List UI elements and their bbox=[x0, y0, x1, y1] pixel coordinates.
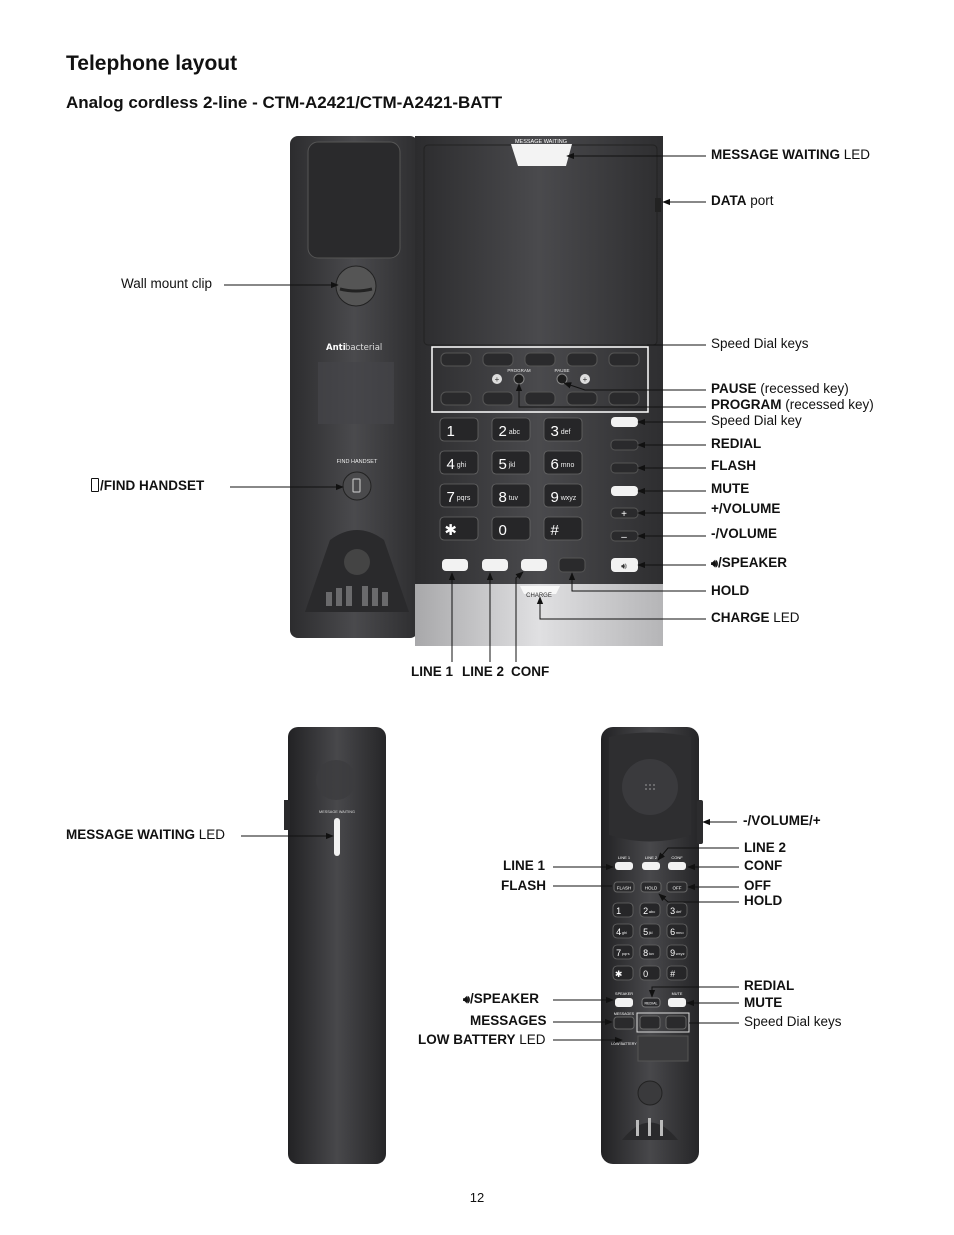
base-dial-letters: wxyz bbox=[560, 495, 577, 503]
hs-speed-dial-key[interactable] bbox=[666, 1016, 686, 1029]
speaker-grille bbox=[318, 362, 394, 424]
callout-speed-dial-key: Speed Dial key bbox=[711, 413, 802, 428]
handset-cradle-window bbox=[308, 142, 400, 258]
callout-hs-off: OFF bbox=[744, 878, 771, 893]
hs-mute-key[interactable] bbox=[668, 998, 686, 1007]
pause-key[interactable] bbox=[557, 374, 567, 384]
base-unit bbox=[290, 136, 663, 646]
callout-hs-speed-dial-keys: Speed Dial keys bbox=[744, 1014, 842, 1029]
page-subtitle: Analog cordless 2-line - CTM-A2421/CTM-A2421-BATT bbox=[66, 93, 503, 112]
antibacterial-text: bacterial bbox=[345, 343, 383, 353]
hs-dial-key[interactable] bbox=[613, 903, 633, 917]
callout-hs-speaker: 🔊︎/SPEAKER bbox=[463, 991, 539, 1006]
hs-conf-key[interactable] bbox=[668, 862, 686, 870]
find-handset-print: FIND HANDSET bbox=[336, 459, 378, 465]
hs-dial-key[interactable] bbox=[613, 924, 633, 938]
base-dial-letters: ghi bbox=[456, 462, 467, 470]
charge-print: CHARGE bbox=[526, 593, 552, 599]
base-dial-key[interactable] bbox=[544, 418, 582, 441]
hs-dial-key[interactable] bbox=[640, 966, 660, 980]
base-dial-digit: 1 bbox=[446, 422, 455, 440]
base-dial-digit: ✱ bbox=[444, 521, 457, 539]
base-dial-digit: 0 bbox=[498, 521, 507, 539]
callout-speaker: 🔊︎/SPEAKER bbox=[711, 555, 787, 570]
speaker-icon: 🔊︎ bbox=[711, 557, 718, 570]
hs-speaker-print: SPEAKER bbox=[615, 992, 633, 996]
base-dial-digit: 2 bbox=[498, 422, 507, 440]
find-handset-button[interactable] bbox=[343, 472, 371, 500]
hs-dial-key[interactable] bbox=[667, 903, 687, 917]
svg-text:+: + bbox=[582, 375, 588, 384]
callout-redial: REDIAL bbox=[711, 436, 762, 451]
microphone bbox=[638, 1081, 662, 1105]
earpiece bbox=[622, 759, 678, 815]
base-dial-letters: def bbox=[560, 429, 571, 437]
line2-key[interactable] bbox=[482, 559, 508, 571]
callout-wall-mount-clip: Wall mount clip bbox=[121, 276, 213, 291]
hs-line1-print: LINE 1 bbox=[617, 855, 631, 860]
hs-dial-digit: 3 bbox=[670, 905, 676, 916]
earpiece-grille bbox=[316, 760, 356, 800]
hs-dial-letters: tuv bbox=[648, 950, 655, 956]
callout-program: PROGRAM (recessed key) bbox=[711, 397, 874, 412]
handset-icon bbox=[91, 478, 99, 492]
callout-message-waiting: MESSAGE WAITING LED bbox=[711, 147, 871, 162]
pause-print: PAUSE bbox=[554, 368, 570, 373]
hs-dial-digit: 6 bbox=[670, 926, 676, 937]
base-dial-digit: 4 bbox=[446, 455, 455, 473]
hs-dial-letters: jkl bbox=[648, 929, 653, 935]
base-dial-letters: mno bbox=[560, 462, 575, 470]
base-dial-digit: 7 bbox=[446, 488, 455, 506]
callout-hs-hold: HOLD bbox=[744, 893, 783, 908]
page-number: 12 bbox=[469, 1190, 485, 1205]
hs-messages-key[interactable] bbox=[614, 1017, 634, 1029]
base-dial-letters: pqrs bbox=[456, 495, 471, 503]
mute-key[interactable] bbox=[611, 486, 638, 496]
base-dial-key[interactable] bbox=[492, 517, 530, 540]
hs-dial-digit: 1 bbox=[616, 905, 622, 916]
callout-pause: PAUSE (recessed key) bbox=[711, 381, 849, 396]
callout-hs-messages: MESSAGES bbox=[470, 1013, 547, 1028]
handset-front bbox=[601, 727, 703, 1164]
base-dial-digit: 5 bbox=[498, 455, 507, 473]
hs-dial-digit: 0 bbox=[643, 968, 649, 979]
redial-key[interactable] bbox=[611, 440, 638, 450]
callout-volume-up: +/VOLUME bbox=[711, 501, 781, 516]
callout-handset-message-waiting: MESSAGE WAITING LED bbox=[66, 827, 226, 842]
callout-conf: CONF bbox=[511, 664, 550, 679]
hs-display-area bbox=[638, 1036, 688, 1061]
hs-messages-print: MESSAGES bbox=[613, 1012, 635, 1016]
callout-hs-mute: MUTE bbox=[744, 995, 783, 1010]
wall-mount-clip bbox=[336, 266, 376, 306]
base-dial-digit: # bbox=[550, 521, 559, 539]
base-dial-letters: jkl bbox=[508, 462, 516, 470]
hs-dial-digit: # bbox=[670, 968, 676, 979]
callout-hold: HOLD bbox=[711, 583, 750, 598]
hs-dial-digit: 4 bbox=[616, 926, 622, 937]
conf-key[interactable] bbox=[521, 559, 547, 571]
hs-dial-letters: pqrs bbox=[621, 950, 630, 956]
hs-flash-print: FLASH bbox=[616, 885, 632, 891]
speaker-icon: 🔊︎ bbox=[463, 993, 470, 1006]
hs-dial-letters: wxyz bbox=[675, 950, 685, 956]
base-dial-digit: 8 bbox=[498, 488, 507, 506]
callout-hs-line2: LINE 2 bbox=[744, 840, 787, 855]
program-key[interactable] bbox=[514, 374, 524, 384]
svg-text:–: – bbox=[621, 532, 627, 543]
hs-line2-print: LINE 2 bbox=[644, 855, 658, 860]
callout-flash: FLASH bbox=[711, 458, 756, 473]
callout-hs-conf: CONF bbox=[744, 858, 783, 873]
base-dial-letters: tuv bbox=[508, 495, 519, 503]
hs-dial-letters: ghi bbox=[621, 929, 628, 935]
line1-key[interactable] bbox=[442, 559, 468, 571]
page-title: Telephone layout bbox=[66, 52, 238, 75]
hs-dial-digit: 5 bbox=[643, 926, 649, 937]
hs-mute-print: MUTE bbox=[671, 992, 683, 996]
callout-speed-dial-keys: Speed Dial keys bbox=[711, 336, 809, 351]
base-dial-digit: 6 bbox=[550, 455, 559, 473]
hs-dial-key[interactable] bbox=[640, 924, 660, 938]
data-port bbox=[655, 198, 661, 212]
hs-line2-key[interactable] bbox=[642, 862, 660, 870]
hs-dial-key[interactable] bbox=[640, 945, 660, 959]
hs-dial-digit: 7 bbox=[616, 947, 622, 958]
base-dial-key[interactable] bbox=[544, 484, 582, 507]
message-waiting-led bbox=[511, 144, 572, 166]
hs-dial-key[interactable] bbox=[667, 966, 687, 980]
base-dial-key[interactable] bbox=[492, 484, 530, 507]
hs-dial-key[interactable] bbox=[613, 945, 633, 959]
hs-off-print: OFF bbox=[672, 885, 682, 891]
hs-hold-print: HOLD bbox=[644, 885, 658, 891]
antibacterial-bold-text: Anti bbox=[326, 343, 346, 353]
callout-line2: LINE 2 bbox=[462, 664, 505, 679]
base-dial-key[interactable] bbox=[492, 451, 530, 474]
base-dial-key[interactable] bbox=[440, 517, 478, 540]
hs-speaker-key[interactable] bbox=[615, 998, 633, 1007]
callout-line1: LINE 1 bbox=[411, 664, 454, 679]
hs-dial-key[interactable] bbox=[640, 903, 660, 917]
hs-dial-digit: 8 bbox=[643, 947, 649, 958]
base-dial-key[interactable] bbox=[492, 418, 530, 441]
callout-charge: CHARGE LED bbox=[711, 610, 800, 625]
callout-hs-flash: FLASH bbox=[501, 878, 546, 893]
speed-dial-key[interactable] bbox=[611, 417, 638, 427]
base-dial-key[interactable] bbox=[544, 451, 582, 474]
callout-hs-redial: REDIAL bbox=[744, 978, 795, 993]
hs-dial-key[interactable] bbox=[667, 945, 687, 959]
base-dial-key[interactable] bbox=[440, 451, 478, 474]
callout-data-port: DATA port bbox=[711, 193, 774, 208]
handset-message-waiting-led bbox=[334, 818, 340, 856]
callout-hs-line1: LINE 1 bbox=[503, 858, 546, 873]
hs-conf-print: CONF bbox=[671, 855, 683, 860]
hs-dial-key[interactable] bbox=[667, 924, 687, 938]
hs-dial-letters: def bbox=[675, 908, 682, 914]
speaker-icon: 🔊︎ bbox=[621, 562, 627, 572]
hs-dial-digit: 2 bbox=[643, 905, 649, 916]
base-dial-key[interactable] bbox=[544, 517, 582, 540]
callout-hs-volume: -/VOLUME/+ bbox=[743, 813, 821, 828]
volume-rocker[interactable] bbox=[697, 800, 703, 844]
hs-dial-digit: ✱ bbox=[614, 968, 623, 979]
hs-dial-digit: 9 bbox=[670, 947, 676, 958]
handset-back bbox=[284, 727, 386, 1164]
hs-redial-print: REDIAL bbox=[644, 1001, 658, 1006]
hold-key[interactable] bbox=[559, 558, 585, 572]
program-print: PROGRAM bbox=[507, 368, 531, 373]
hs-line1-key[interactable] bbox=[615, 862, 633, 870]
base-dial-letters: abc bbox=[508, 429, 521, 437]
message-waiting-print: MESSAGE WAITING bbox=[514, 139, 568, 145]
base-dial-digit: 3 bbox=[550, 422, 559, 440]
callout-find-handset: /FIND HANDSET bbox=[91, 478, 204, 494]
svg-text:+: + bbox=[621, 509, 627, 520]
callout-mute: MUTE bbox=[711, 481, 750, 496]
hs-dial-letters: mno bbox=[675, 929, 684, 935]
base-dial-key[interactable] bbox=[440, 484, 478, 507]
callout-hs-low-battery: LOW BATTERY LED bbox=[418, 1032, 546, 1047]
base-dial-digit: 9 bbox=[550, 488, 559, 506]
hs-dial-key[interactable] bbox=[613, 966, 633, 980]
hs-speed-dial-key[interactable] bbox=[640, 1016, 660, 1029]
hs-dial-letters: abc bbox=[648, 908, 656, 914]
base-dial-key[interactable] bbox=[440, 418, 478, 441]
handset-message-waiting-print: MESSAGE WAITING bbox=[319, 810, 355, 814]
flash-key[interactable] bbox=[611, 463, 638, 473]
callout-volume-down: -/VOLUME bbox=[711, 526, 777, 541]
svg-text:+: + bbox=[494, 375, 500, 384]
hs-low-battery-print: LOW BATTERY bbox=[611, 1042, 637, 1046]
